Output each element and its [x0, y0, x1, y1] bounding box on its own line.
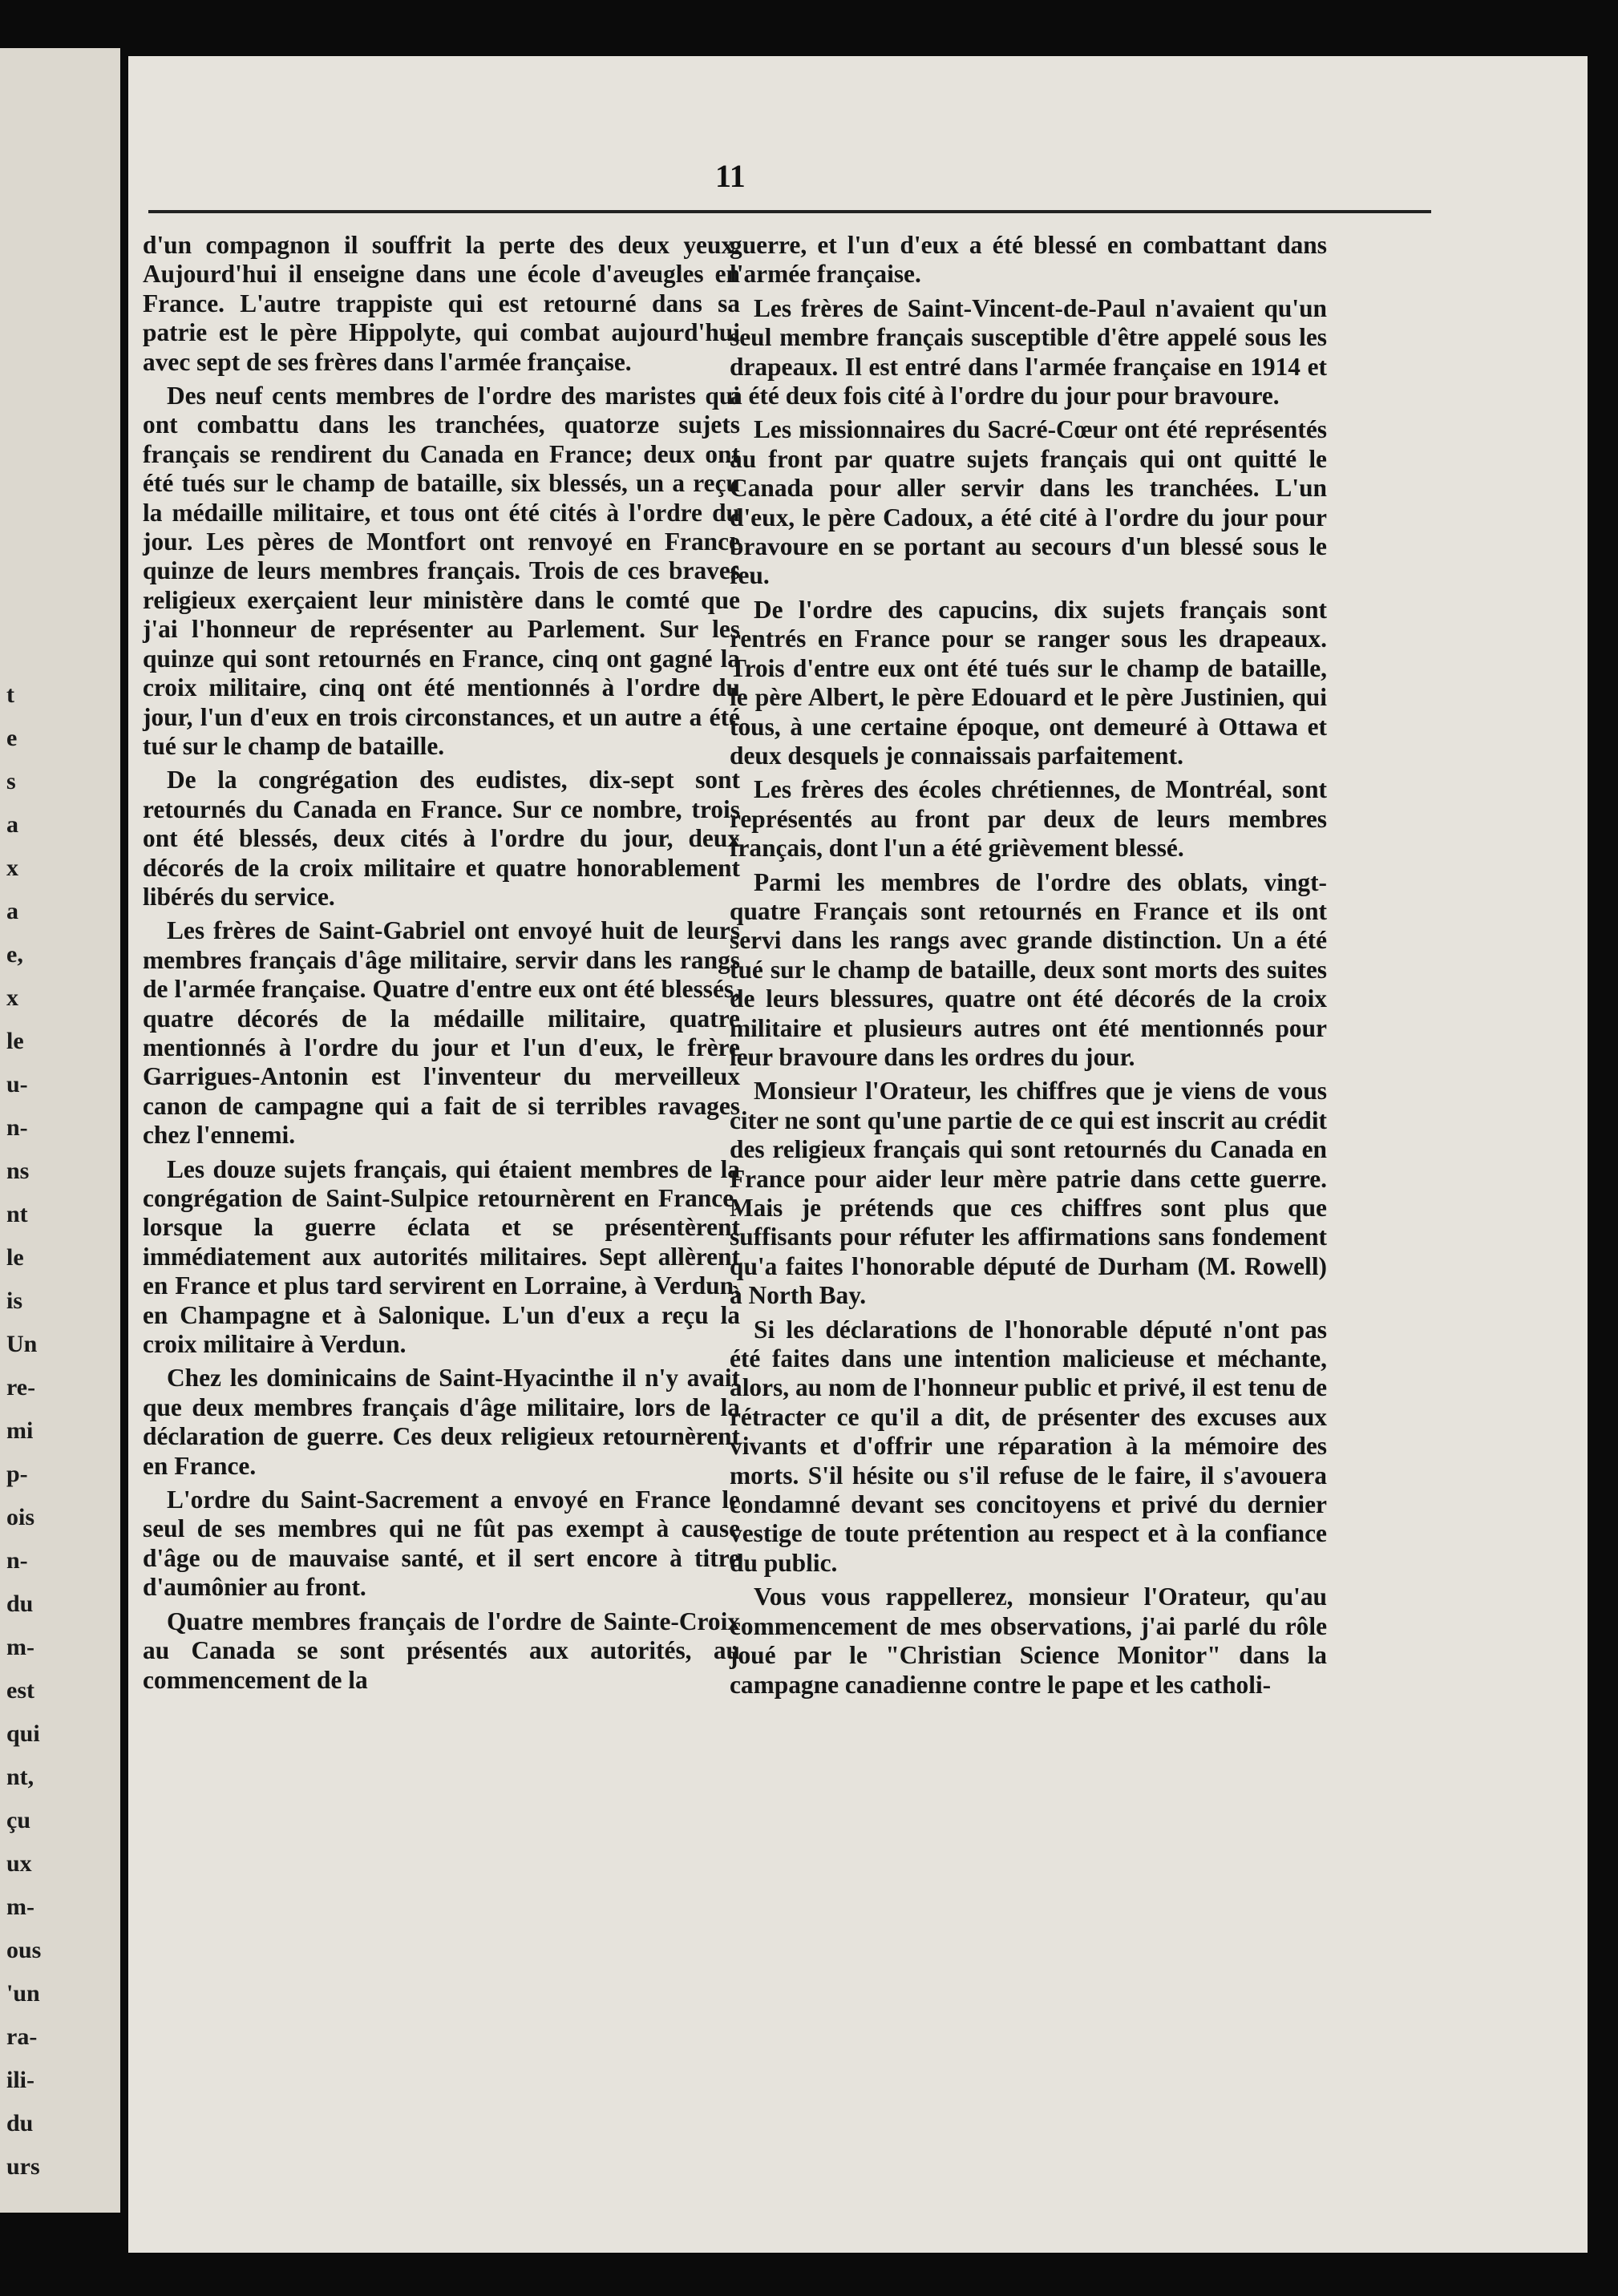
margin-fragment: 'un: [6, 1980, 40, 2007]
paragraph: Si les déclarations de l'honorable député n'ont pas été faites dans une intention malicieuse et méchante, alors, au nom de l'honneur public et privé, il est tenu de rétracter ce qu'il a dit, de présenter des excuses aux vivants et d'offrir une réparation à la mémoire des morts. S'il hésite ou s'il refuse de le faire, il s'avouera condamné devant ses concitoyens et privé du dernier vestige de toute prétention au respect et à la confiance du public.: [730, 1315, 1328, 1577]
paragraph: Les frères des écoles chrétiennes, de Montréal, sont représentés au front par deux de leurs membres français, dont l'un a été grièvement blessé.: [730, 775, 1327, 863]
header-rule: [148, 210, 1431, 213]
margin-fragment: t: [6, 681, 14, 708]
paragraph: Les douze sujets français, qui étaient membres de la congrégation de Saint-Sulpice retournèrent en France, lorsque la guerre éclata et se présentèrent immédiatement aux autorités militaires. Sept allèrent en France et plus tard servirent en Lorraine, à Verdun, en Champagne et à Salonique. L'un d'eux a reçu la croix militaire à Verdun.: [143, 1154, 740, 1359]
margin-fragment: a: [6, 898, 18, 924]
margin-fragment: du: [6, 1591, 34, 1617]
margin-fragment: x: [6, 855, 18, 881]
paragraph: Les frères de Saint-Vincent-de-Paul n'avaient qu'un seul membre français susceptible d'être appelé sous les drapeaux. Il est entré dans l'armée française en 1914 et a été deux fois cité à l'ordre du jour pour bravoure.: [730, 293, 1327, 410]
paragraph: Des neuf cents membres de l'ordre des maristes qui ont combattu dans les tranchées, quatorze sujets français se rendirent du Canada en France; deux ont été tués sur le champ de bataille, six blessés, un a reçu la médaille militaire, et tous ont été cités à l'ordre du jour. Les pères de Montfort ont renvoyé en France quinze de leurs membres français. Trois de ces braves religieux exerçaient leur ministère dans le comté que j'ai l'honneur de représenter au Parlement. Sur les quinze qui sont retournés en France, cinq ont gagné la croix militaire, cinq ont été mentionnés à l'ordre du jour, l'un d'eux en trois circonstances, et un autre a été tué sur le champ de bataille.: [143, 382, 740, 760]
margin-fragment: ux: [6, 1850, 32, 1877]
right-column: [730, 231, 1327, 1704]
margin-fragment: nt,: [6, 1764, 34, 1790]
margin-fragment: le: [6, 1028, 24, 1054]
margin-fragment: Un: [6, 1331, 38, 1357]
paragraph: Chez les dominicains de Saint-Hyacinthe il n'y avait que deux membres français d'âge militaire, lors de la déclaration de guerre. Ces deux religieux retournèrent en France.: [143, 1364, 740, 1480]
margin-fragment: e,: [6, 941, 23, 968]
left-column: [143, 231, 740, 1700]
margin-fragment: ous: [6, 1937, 42, 1963]
margin-fragment: ns: [6, 1158, 30, 1184]
margin-fragment: p-: [6, 1461, 28, 1487]
paragraph: De la congrégation des eudistes, dix-sept sont retournés du Canada en France. Sur ce nombre, trois ont été blessés, deux cités à l'ordre du jour, deux décorés de la croix militaire et quatre honorablement libérés du service.: [143, 766, 740, 911]
previous-page-edge: [0, 48, 120, 2213]
paragraph: L'ordre du Saint-Sacrement a envoyé en France le seul de ses membres qui ne fût pas exempt à cause d'âge ou de mauvaise santé, et il sert encore à titre d'aumônier au front.: [143, 1486, 740, 1602]
paragraph: d'un compagnon il souffrit la perte des deux yeux. Aujourd'hui il enseigne dans une école d'aveugles en France. L'autre trappiste qui est retourné dans sa patrie est le père Hippolyte, qui combat aujourd'hui avec sept de ses frères dans l'armée française.: [143, 231, 740, 376]
margin-fragment: n-: [6, 1547, 28, 1574]
margin-fragment: çu: [6, 1807, 30, 1833]
page-number: 11: [715, 158, 746, 194]
margin-fragment: m-: [6, 1894, 34, 1920]
paragraph: Vous vous rappellerez, monsieur l'Orateur, qu'au commencement de mes observations, j'ai parlé du rôle joué par le "Christian Science Monitor" dans la campagne canadienne contre le pape et les catholi-: [730, 1583, 1327, 1699]
margin-fragment: nt: [6, 1201, 28, 1227]
margin-fragment: s: [6, 768, 16, 794]
paragraph: De l'ordre des capucins, dix sujets français sont rentrés en France pour se ranger sous les drapeaux. Trois d'entre eux ont été tués sur le champ de bataille, le père Albert, le père Edouard et le père Justinien, qui tous, à une certaine époque, ont demeuré à Ottawa et deux desquels je connaissais parfaitement.: [730, 595, 1327, 770]
margin-fragment: x: [6, 984, 18, 1011]
margin-fragment: n-: [6, 1114, 28, 1141]
margin-fragment: e: [6, 725, 18, 751]
paragraph: Quatre membres français de l'ordre de Sainte-Croix au Canada se sont présentés aux autorités, au commencement de la: [143, 1607, 740, 1694]
paragraph: guerre, et l'un d'eux a été blessé en combattant dans l'armée française.: [730, 231, 1327, 289]
margin-fragment: ois: [6, 1504, 35, 1530]
paragraph: Les missionnaires du Sacré-Cœur ont été représentés au front par quatre sujets français qui ont quitté le Canada pour aller servir dans les tranchées. L'un d'eux, le père Cadoux, a été cité à l'ordre du jour pour bravoure en se portant au secours d'un blessé sous le feu.: [730, 415, 1327, 590]
margin-fragment: du: [6, 2110, 34, 2136]
margin-fragment: urs: [6, 2153, 40, 2180]
margin-fragment: ra-: [6, 2023, 38, 2050]
paragraph: Les frères de Saint-Gabriel ont envoyé huit de leurs membres français d'âge militaire, servir dans les rangs de l'armée française. Quatre d'entre eux ont été blessés, quatre décorés de la médaille militaire, quatre mentionnés à l'ordre du jour et l'un d'eux, le frère Garrigues-Antonin est l'inventeur du merveilleux canon de campagne qui a fait de si terribles ravages chez l'ennemi.: [143, 916, 740, 1150]
paragraph: Monsieur l'Orateur, les chiffres que je viens de vous citer ne sont qu'une partie de ce qui est inscrit au crédit des religieux français qui sont retournés du Canada en France pour aider leur mère patrie dans cette guerre. Mais je prétends que ces chiffres sont plus que suffisants pour réfuter les affirmations sans fondement qu'a faites l'honorable député de Durham (M. Rowell) à North Bay.: [730, 1077, 1327, 1310]
margin-fragment: ili-: [6, 2067, 34, 2093]
margin-fragment: est: [6, 1677, 34, 1704]
margin-fragment: mi: [6, 1417, 34, 1444]
margin-fragment: qui: [6, 1720, 40, 1747]
margin-fragment: is: [6, 1287, 23, 1314]
margin-fragment: m-: [6, 1634, 34, 1660]
paragraph: Parmi les membres de l'ordre des oblats, vingt-quatre Français sont retournés en France et ils ont servi dans les rangs avec grande distinction. Un a été tué sur le champ de bataille, deux sont morts des suites de leurs blessures, quatre ont été décorés de la croix militaire et plusieurs autres ont été mentionnés pour leur bravoure dans les ordres du jour.: [730, 867, 1327, 1071]
margin-fragment: le: [6, 1244, 24, 1271]
margin-fragment: re-: [6, 1374, 36, 1401]
margin-fragment: a: [6, 811, 18, 838]
margin-fragment: u-: [6, 1071, 28, 1097]
